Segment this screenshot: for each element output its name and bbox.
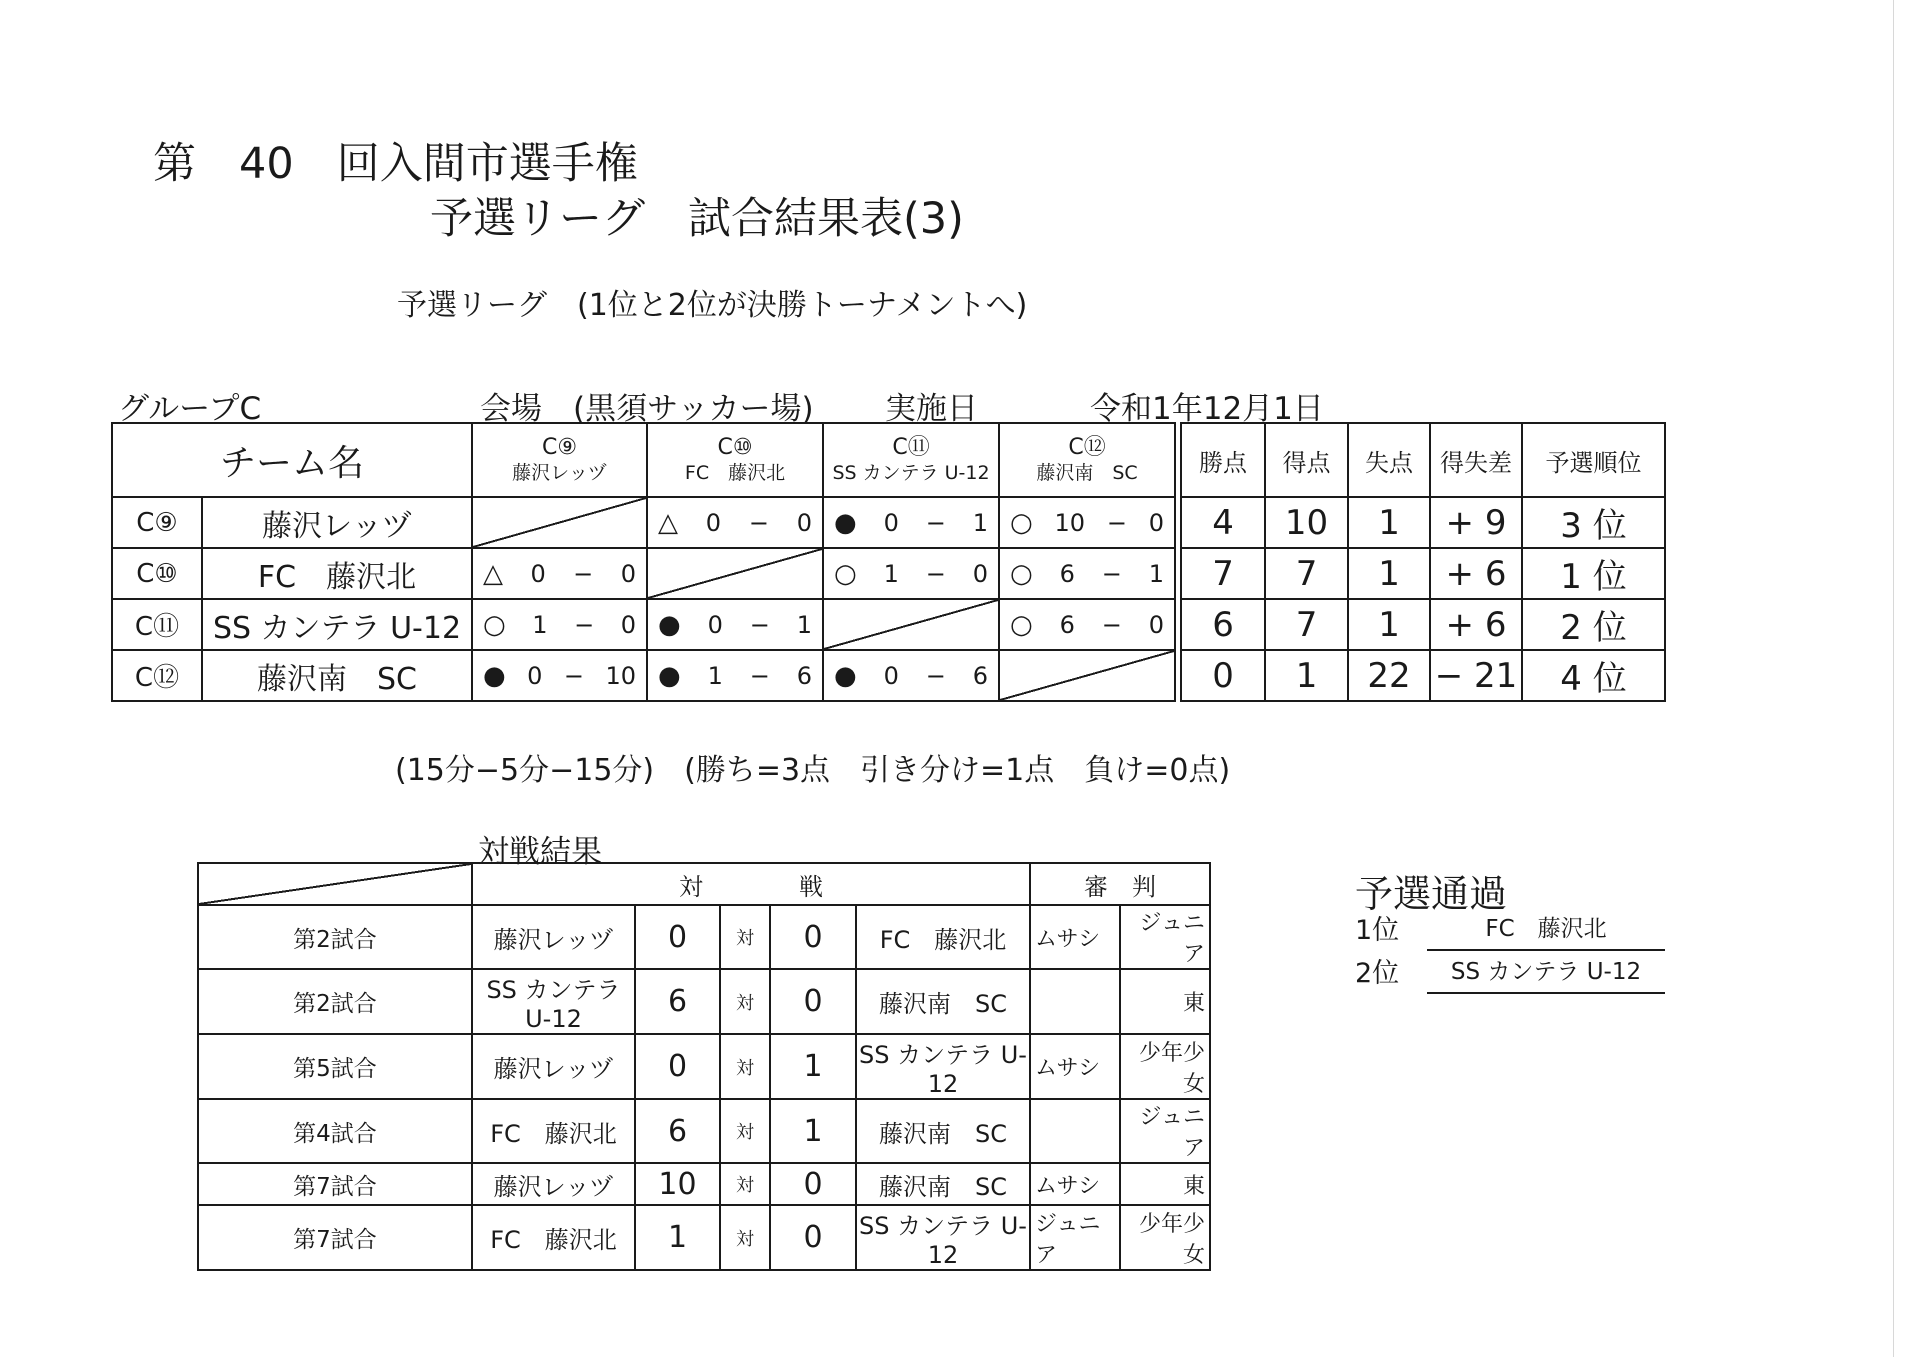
- result-symbol: △: [483, 558, 504, 589]
- opponent-code: C⑪: [892, 435, 930, 460]
- page-title: 第 40 回入間市選手権: [153, 139, 638, 189]
- goals-for-value: 7: [1265, 548, 1348, 599]
- result-symbol: ○: [1010, 609, 1033, 640]
- home-team: FC 藤沢北: [472, 1205, 635, 1270]
- goals-against-header: 失点: [1348, 423, 1430, 497]
- match-vs-header: 対 戦: [472, 863, 1030, 905]
- qualified-team: SS カンテラ U-12: [1427, 953, 1665, 994]
- home-score: 6: [635, 969, 720, 1034]
- referee-1: ムサシ: [1030, 1163, 1120, 1205]
- match-results-table: [197, 862, 1211, 1271]
- result-symbol: ○: [1010, 558, 1033, 589]
- away-team: 藤沢南 SC: [856, 1163, 1030, 1205]
- home-team: 藤沢レッヅ: [472, 1034, 635, 1099]
- match-number: 第2試合: [198, 905, 472, 969]
- match-row: [198, 1034, 1210, 1099]
- result-symbol: ○: [834, 558, 857, 589]
- match-number: 第7試合: [198, 1163, 472, 1205]
- score-against: 0: [972, 559, 988, 588]
- opponent-code: C⑨: [541, 435, 578, 460]
- league-header-row: [112, 423, 1665, 497]
- result-symbol: ●: [658, 660, 681, 691]
- team-name: 藤沢南 SC: [202, 650, 472, 701]
- score-against: 1: [796, 610, 812, 639]
- league-row: [112, 650, 1665, 701]
- home-score: 6: [635, 1099, 720, 1163]
- points-header: 勝点: [1181, 423, 1265, 497]
- result-cell: [823, 650, 999, 701]
- score-dash: −: [573, 559, 594, 588]
- qualified-row: [1355, 908, 1665, 948]
- goals-for-value: 1: [1265, 650, 1348, 701]
- score-for: 0: [707, 610, 723, 639]
- referee-2: 少年少女: [1120, 1034, 1210, 1099]
- rank-header: 予選順位: [1522, 423, 1665, 497]
- home-team: 藤沢レッヅ: [472, 905, 635, 969]
- score-for: 0: [883, 661, 899, 690]
- points-value: 0: [1181, 650, 1265, 701]
- score-for: 1: [707, 661, 723, 690]
- result-cell: [999, 497, 1175, 548]
- result-symbol: ○: [483, 609, 506, 640]
- opponent-name: 藤沢南 SC: [1036, 462, 1138, 484]
- team-name: SS カンテラ U-12: [202, 599, 472, 650]
- goal-diff-value: + 6: [1430, 548, 1522, 599]
- score-dash: −: [925, 661, 946, 690]
- vs-label: 対: [720, 1205, 770, 1270]
- score-against: 6: [796, 661, 812, 690]
- goal-diff-header: 得失差: [1430, 423, 1522, 497]
- result-cell: [472, 650, 647, 701]
- home-score: 0: [635, 1034, 720, 1099]
- goals-for-value: 10: [1265, 497, 1348, 548]
- match-number: 第4試合: [198, 1099, 472, 1163]
- goals-against-value: 1: [1348, 599, 1430, 650]
- away-score: 1: [770, 1034, 856, 1099]
- league-body: [112, 497, 1665, 701]
- score-for: 0: [530, 559, 546, 588]
- referee-1: [1030, 1099, 1120, 1163]
- match-row: [198, 1205, 1210, 1270]
- result-symbol: ●: [834, 660, 857, 691]
- qualified-rank: 2位: [1355, 958, 1400, 989]
- venue-label: 会場 (黒須サッカー場): [480, 391, 814, 427]
- goals-for-value: 7: [1265, 599, 1348, 650]
- opponent-header: [472, 423, 647, 497]
- rank-value: 3 位: [1522, 497, 1665, 548]
- away-score: 0: [770, 969, 856, 1034]
- referee-2: ジュニア: [1120, 905, 1210, 969]
- team-code: C⑫: [112, 650, 202, 701]
- score-for: 0: [527, 661, 543, 690]
- rank-value: 1 位: [1522, 548, 1665, 599]
- goal-diff-value: − 21: [1430, 650, 1522, 701]
- match-header-row: [198, 863, 1210, 905]
- points-value: 4: [1181, 497, 1265, 548]
- result-symbol: ●: [834, 507, 857, 538]
- match-number: 第2試合: [198, 969, 472, 1034]
- score-dash: −: [925, 508, 946, 537]
- match-results-title: 対戦結果: [478, 834, 602, 870]
- referee-2: ジュニア: [1120, 1099, 1210, 1163]
- score-against: 0: [620, 610, 637, 639]
- referee-1: ムサシ: [1030, 1034, 1120, 1099]
- home-score: 1: [635, 1205, 720, 1270]
- qualified-row: [1355, 951, 1665, 991]
- qualified-rank: 1位: [1355, 915, 1400, 946]
- referee-1: ムサシ: [1030, 905, 1120, 969]
- home-team: SS カンテラ U-12: [472, 969, 635, 1034]
- referee-1: ジュニア: [1030, 1205, 1120, 1270]
- vs-label: 対: [720, 1099, 770, 1163]
- self-match-cell: [999, 650, 1175, 701]
- score-dash: −: [563, 661, 584, 690]
- score-for: 0: [705, 508, 722, 537]
- goals-against-value: 1: [1348, 497, 1430, 548]
- score-dash: −: [925, 559, 946, 588]
- home-team: FC 藤沢北: [472, 1099, 635, 1163]
- league-row: [112, 599, 1665, 650]
- score-against: 1: [1148, 559, 1164, 588]
- result-symbol: ●: [658, 609, 681, 640]
- result-symbol: ○: [1010, 507, 1033, 538]
- score-against: 1: [972, 508, 988, 537]
- team-code: C⑩: [112, 548, 202, 599]
- qualified-title: 予選通過: [1355, 872, 1508, 916]
- home-score: 0: [635, 905, 720, 969]
- result-cell: [999, 548, 1175, 599]
- league-row: [112, 497, 1665, 548]
- match-number: 第7試合: [198, 1205, 472, 1270]
- result-cell: [647, 650, 823, 701]
- self-match-cell: [472, 497, 647, 548]
- match-number: 第5試合: [198, 1034, 472, 1099]
- score-against: 10: [605, 661, 636, 690]
- referee-header: 審 判: [1030, 863, 1210, 905]
- opponent-name: 藤沢レッヅ: [512, 462, 607, 484]
- league-description: 予選リーグ (1位と2位が決勝トーナメントへ): [397, 288, 1028, 323]
- score-for: 0: [883, 508, 899, 537]
- goals-for-header: 得点: [1265, 423, 1348, 497]
- opponent-header: [999, 423, 1175, 497]
- date-label: 実施日: [885, 391, 978, 427]
- result-cell: [472, 548, 647, 599]
- team-name: 藤沢レッヅ: [202, 497, 472, 548]
- vs-label: 対: [720, 1163, 770, 1205]
- score-for: 1: [883, 559, 899, 588]
- away-team: 藤沢南 SC: [856, 1099, 1030, 1163]
- opponent-code: C⑫: [1068, 435, 1106, 460]
- qualified-team: FC 藤沢北: [1427, 910, 1665, 951]
- self-match-cell: [647, 548, 823, 599]
- result-cell: [647, 599, 823, 650]
- away-team: SS カンテラ U-12: [856, 1034, 1030, 1099]
- away-team: 藤沢南 SC: [856, 969, 1030, 1034]
- score-for: 6: [1059, 559, 1075, 588]
- rank-value: 2 位: [1522, 599, 1665, 650]
- match-row: [198, 905, 1210, 969]
- team-code: C⑪: [112, 599, 202, 650]
- result-cell: [999, 599, 1175, 650]
- league-row: [112, 548, 1665, 599]
- opponent-name: FC 藤沢北: [684, 462, 786, 484]
- score-for: 10: [1054, 508, 1086, 537]
- referee-2: 東: [1120, 969, 1210, 1034]
- score-against: 0: [1148, 508, 1164, 537]
- score-against: 0: [796, 508, 812, 537]
- self-match-cell: [823, 599, 999, 650]
- away-score: 1: [770, 1099, 856, 1163]
- goals-against-value: 1: [1348, 548, 1430, 599]
- score-against: 0: [1148, 610, 1164, 639]
- score-dash: −: [574, 610, 595, 639]
- scan-edge-line: [1893, 0, 1894, 1357]
- away-score: 0: [770, 905, 856, 969]
- score-dash: −: [749, 661, 770, 690]
- rank-value: 4 位: [1522, 650, 1665, 701]
- date-value: 令和1年12月1日: [1090, 391, 1324, 427]
- goals-against-value: 22: [1348, 650, 1430, 701]
- home-score: 10: [635, 1163, 720, 1205]
- result-symbol: ●: [483, 660, 506, 691]
- points-value: 6: [1181, 599, 1265, 650]
- score-for: 1: [532, 610, 548, 639]
- league-table: [111, 422, 1666, 702]
- referee-2: 東: [1120, 1163, 1210, 1205]
- match-row: [198, 1163, 1210, 1205]
- opponent-name: SS カンテラ U-12: [832, 462, 990, 484]
- vs-label: 対: [720, 1034, 770, 1099]
- score-dash: −: [748, 508, 769, 537]
- scoring-rules: (15分−5分−15分) (勝ち=3点 引き分け=1点 負け=0点): [395, 753, 1231, 788]
- result-cell: [472, 599, 647, 650]
- opponent-code: C⑩: [717, 435, 753, 460]
- match-body: [198, 905, 1210, 1270]
- goal-diff-value: + 6: [1430, 599, 1522, 650]
- result-symbol: △: [658, 507, 679, 538]
- corner-cell: [198, 863, 472, 905]
- away-team: FC 藤沢北: [856, 905, 1030, 969]
- score-against: 0: [620, 559, 636, 588]
- group-label: グループC: [118, 391, 262, 427]
- score-dash: −: [1101, 610, 1122, 639]
- vs-label: 対: [720, 905, 770, 969]
- match-row: [198, 1099, 1210, 1163]
- opponent-header: [823, 423, 999, 497]
- result-cell: [823, 548, 999, 599]
- page-subtitle: 予選リーグ 試合結果表(3): [430, 194, 964, 244]
- result-cell: [647, 497, 823, 548]
- away-team: SS カンテラ U-12: [856, 1205, 1030, 1270]
- team-code: C⑨: [112, 497, 202, 548]
- away-score: 0: [770, 1163, 856, 1205]
- score-for: 6: [1059, 610, 1075, 639]
- referee-2: 少年少女: [1120, 1205, 1210, 1270]
- goal-diff-value: + 9: [1430, 497, 1522, 548]
- points-value: 7: [1181, 548, 1265, 599]
- score-dash: −: [749, 610, 770, 639]
- team-name: FC 藤沢北: [202, 548, 472, 599]
- referee-1: [1030, 969, 1120, 1034]
- score-against: 6: [972, 661, 988, 690]
- match-row: [198, 969, 1210, 1034]
- away-score: 0: [770, 1205, 856, 1270]
- opponent-header: [647, 423, 823, 497]
- vs-label: 対: [720, 969, 770, 1034]
- score-dash: −: [1106, 508, 1127, 537]
- result-cell: [823, 497, 999, 548]
- home-team: 藤沢レッヅ: [472, 1163, 635, 1205]
- score-dash: −: [1101, 559, 1122, 588]
- team-name-header: チーム名: [112, 423, 472, 497]
